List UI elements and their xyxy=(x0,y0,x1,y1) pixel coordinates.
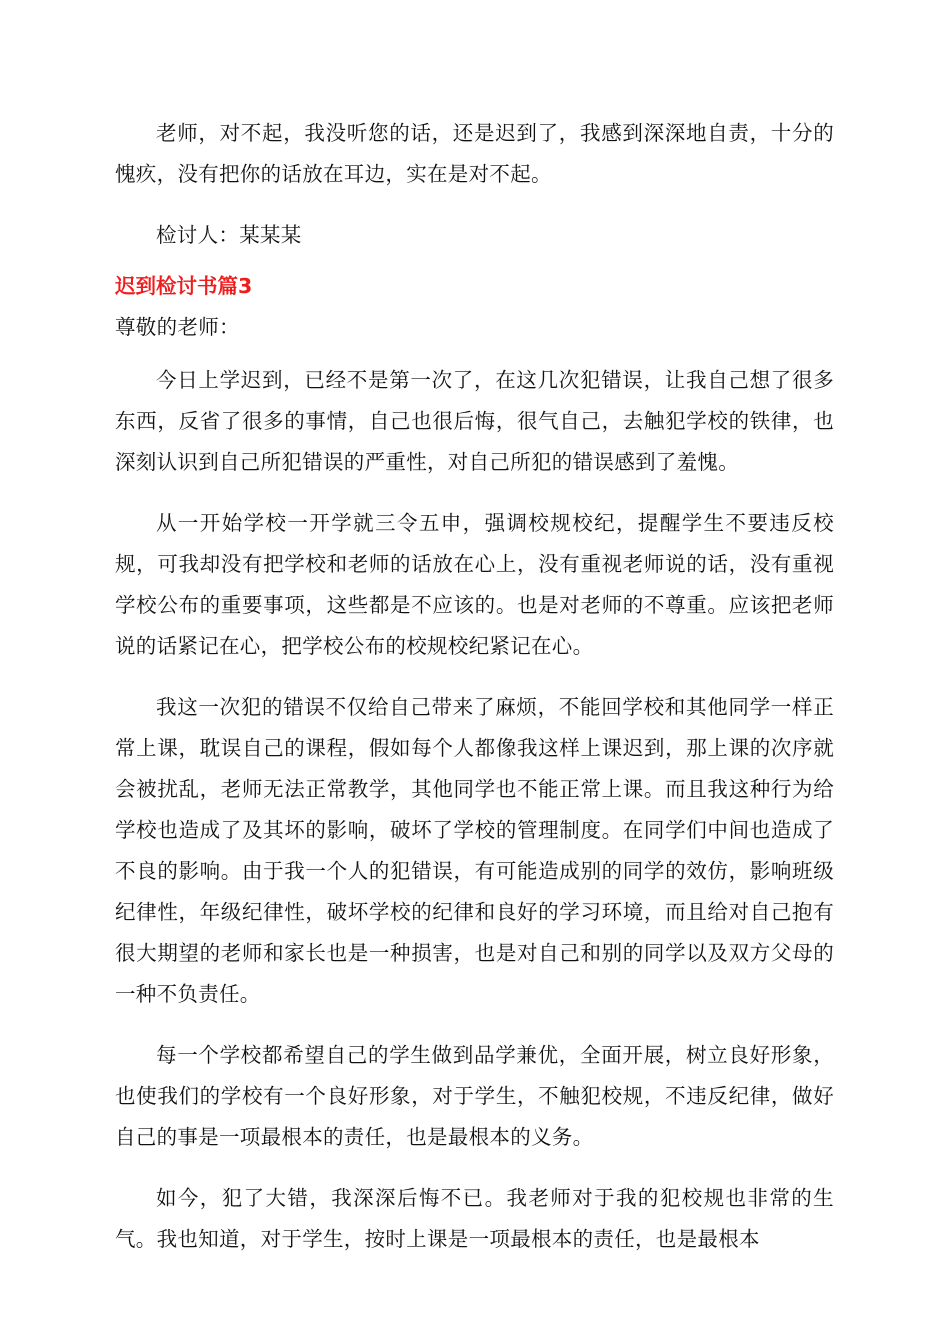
section-heading: 迟到检讨书篇3 xyxy=(115,274,253,298)
document-page xyxy=(115,113,834,1260)
paragraph-1: 今日上学迟到，已经不是第一次了，在这几次犯错误，让我自己想了很多东西，反省了很多的事情，自己也很后悔，很气自己，去触犯学校的铁律，也深刻认识到自己所犯错误的严重性，对自己所犯的错误感到了羞愧。 xyxy=(115,368,834,474)
salutation: 尊敬的老师： xyxy=(115,315,240,339)
paragraph-apology: 老师，对不起，我没听您的话，还是迟到了，我感到深深地自责，十分的愧疚，没有把你的话放在耳边，实在是对不起。 xyxy=(115,121,834,186)
paragraph-3: 我这一次犯的错误不仅给自己带来了麻烦，不能回学校和其他同学一样正常上课，耽误自己的课程，假如每个人都像我这样上课迟到，那上课的次序就会被扰乱，老师无法正常教学，其他同学也不能正常上课。而且我这种行为给学校也造成了及其坏的影响，破坏了学校的管理制度。在同学们中间也造成了不良的影响。由于我一个人的犯错误，有可能造成别的同学的效仿，影响班级纪律性，年级纪律性，破坏学校的纪律和良好的学习环境，而且给对自己抱有很大期望的老师和家长也是一种损害，也是对自己和别的同学以及双方父母的一种不负责任。 xyxy=(115,695,834,1006)
paragraph-5: 如今，犯了大错，我深深后悔不已。我老师对于我的犯校规也非常的生气。我也知道，对于学生，按时上课是一项最根本的责任，也是最根本 xyxy=(115,1186,834,1251)
signature-line: 检讨人：某某某 xyxy=(156,223,302,247)
paragraph-4: 每一个学校都希望自己的学生做到品学兼优，全面开展，树立良好形象，也使我们的学校有一个良好形象，对于学生，不触犯校规，不违反纪律，做好自己的事是一项最根本的责任，也是最根本的义务。 xyxy=(115,1043,834,1149)
paragraph-2: 从一开始学校一开学就三令五申，强调校规校纪，提醒学生不要违反校规，可我却没有把学校和老师的话放在心上，没有重视老师说的话，没有重视学校公布的重要事项，这些都是不应该的。也是对老师的不尊重。应该把老师说的话紧记在心，把学校公布的校规校纪紧记在心。 xyxy=(115,511,834,658)
